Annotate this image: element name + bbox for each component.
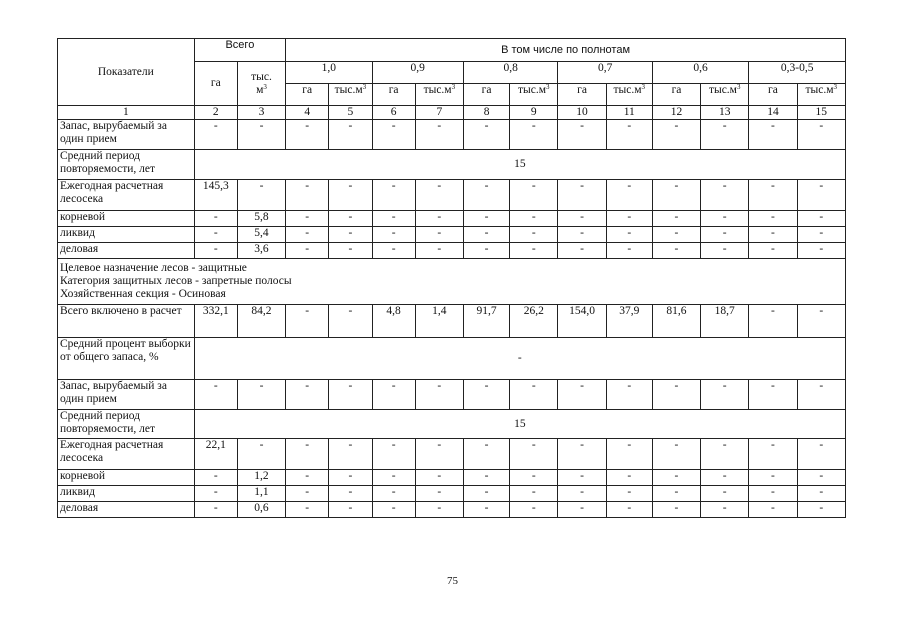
value-cell: - — [558, 180, 606, 211]
value-cell: - — [510, 211, 558, 227]
value-cell: 37,9 — [606, 305, 652, 338]
value-cell: - — [237, 180, 285, 211]
value-cell: - — [701, 180, 749, 211]
row-label: деловая — [58, 502, 195, 518]
value-cell: - — [463, 502, 509, 518]
row-label: деловая — [58, 243, 195, 259]
column-number-cell: 7 — [415, 106, 463, 120]
value-cell: - — [463, 470, 509, 486]
value-cell: - — [797, 439, 845, 470]
merged-value-cell: 15 — [194, 410, 845, 439]
value-cell: - — [606, 211, 652, 227]
value-cell: - — [286, 120, 329, 150]
value-cell: - — [797, 380, 845, 410]
row-label: Средний период повторяемости, лет — [58, 410, 195, 439]
value-cell: - — [194, 502, 237, 518]
value-cell: - — [606, 439, 652, 470]
value-cell: - — [329, 439, 372, 470]
value-cell: - — [510, 470, 558, 486]
value-cell: - — [558, 502, 606, 518]
column-number-cell: 10 — [558, 106, 606, 120]
value-cell: - — [329, 305, 372, 338]
unit-superscript: 3 — [833, 83, 838, 91]
value-cell: - — [652, 486, 700, 502]
value-cell: - — [558, 439, 606, 470]
header-density-2: 0,9 — [372, 62, 463, 84]
value-cell: 4,8 — [372, 305, 415, 338]
value-cell: - — [510, 243, 558, 259]
unit-ha-cell: га — [463, 84, 509, 106]
table-row — [58, 380, 846, 410]
header-density-5: 0,6 — [652, 62, 748, 84]
value-cell: - — [749, 180, 797, 211]
table-row — [58, 410, 846, 439]
value-cell: - — [372, 120, 415, 150]
unit-superscript: 3 — [362, 83, 367, 91]
column-number-cell: 2 — [194, 106, 237, 120]
value-cell: - — [701, 120, 749, 150]
table-row — [58, 470, 846, 486]
value-cell: - — [329, 120, 372, 150]
value-cell: - — [749, 243, 797, 259]
value-cell: - — [749, 486, 797, 502]
value-cell: - — [286, 305, 329, 338]
value-cell: - — [797, 305, 845, 338]
value-cell: - — [372, 211, 415, 227]
value-cell: 154,0 — [558, 305, 606, 338]
row-label: Средний период повторяемости, лет — [58, 150, 195, 180]
value-cell: - — [286, 180, 329, 211]
value-cell: - — [701, 243, 749, 259]
value-cell: - — [797, 120, 845, 150]
value-cell: - — [194, 243, 237, 259]
table-row — [58, 502, 846, 518]
value-cell: - — [372, 180, 415, 211]
value-cell: - — [329, 211, 372, 227]
value-cell: - — [463, 227, 509, 243]
value-cell: - — [510, 380, 558, 410]
value-cell: - — [415, 180, 463, 211]
value-cell: - — [463, 243, 509, 259]
value-cell: - — [237, 380, 285, 410]
value-cell: - — [606, 243, 652, 259]
value-cell: - — [797, 470, 845, 486]
value-cell: - — [372, 470, 415, 486]
header-density-4: 0,7 — [558, 62, 652, 84]
value-cell: - — [652, 439, 700, 470]
row-label: ликвид — [58, 486, 195, 502]
column-number-cell: 13 — [701, 106, 749, 120]
row-label: Ежегодная расчетная лесосека — [58, 439, 195, 470]
value-cell: 18,7 — [701, 305, 749, 338]
value-cell: - — [652, 120, 700, 150]
column-number-cell: 15 — [797, 106, 845, 120]
value-cell: 5,4 — [237, 227, 285, 243]
table-row — [58, 439, 846, 470]
value-cell: - — [797, 243, 845, 259]
value-cell: - — [749, 227, 797, 243]
table-row — [58, 486, 846, 502]
value-cell: - — [652, 227, 700, 243]
unit-thous-m3-cell — [510, 84, 558, 106]
value-cell: 22,1 — [194, 439, 237, 470]
value-cell: - — [329, 243, 372, 259]
value-cell: 84,2 — [237, 305, 285, 338]
value-cell: - — [415, 227, 463, 243]
unit-thous-m-text: тыс.м — [423, 84, 452, 96]
value-cell: - — [286, 439, 329, 470]
value-cell: - — [701, 470, 749, 486]
table-row — [58, 227, 846, 243]
row-label: Запас, вырубаемый за один прием — [58, 120, 195, 150]
value-cell: - — [286, 211, 329, 227]
value-cell: - — [194, 120, 237, 150]
value-cell: - — [372, 502, 415, 518]
value-cell: 1,1 — [237, 486, 285, 502]
value-cell: - — [606, 227, 652, 243]
column-number-cell: 9 — [510, 106, 558, 120]
value-cell: - — [510, 439, 558, 470]
value-cell: - — [701, 227, 749, 243]
value-cell: - — [286, 243, 329, 259]
value-cell: - — [286, 380, 329, 410]
row-label: корневой — [58, 470, 195, 486]
unit-thous-m-text: тыс.м — [613, 84, 642, 96]
value-cell: - — [606, 380, 652, 410]
column-number-cell: 8 — [463, 106, 509, 120]
value-cell: - — [797, 502, 845, 518]
value-cell: 91,7 — [463, 305, 509, 338]
unit-thous-m-text: тыс.м — [518, 84, 547, 96]
value-cell: - — [701, 211, 749, 227]
value-cell: - — [797, 227, 845, 243]
column-number-cell: 1 — [58, 106, 195, 120]
unit-thous-m3-cell — [329, 84, 372, 106]
header-column-numbers-row — [58, 106, 846, 120]
table-row — [58, 150, 846, 180]
value-cell: - — [329, 502, 372, 518]
value-cell: 3,6 — [237, 243, 285, 259]
category-line: Категория защитных лесов - запретные полосы — [60, 275, 292, 287]
value-cell: - — [558, 486, 606, 502]
value-cell: - — [415, 486, 463, 502]
value-cell: - — [194, 211, 237, 227]
value-cell: - — [415, 211, 463, 227]
category-line: Целевое назначение лесов - защитные — [60, 262, 247, 274]
value-cell: - — [749, 380, 797, 410]
row-label: Ежегодная расчетная лесосека — [58, 180, 195, 211]
value-cell: - — [558, 380, 606, 410]
value-cell: - — [372, 439, 415, 470]
header-density-6: 0,3-0,5 — [749, 62, 846, 84]
value-cell: - — [415, 439, 463, 470]
value-cell: - — [463, 439, 509, 470]
value-cell: - — [237, 439, 285, 470]
value-cell: - — [194, 486, 237, 502]
unit-m-text: м — [256, 83, 264, 96]
value-cell: - — [749, 120, 797, 150]
value-cell: 26,2 — [510, 305, 558, 338]
unit-thous-m3-cell — [415, 84, 463, 106]
value-cell: - — [286, 470, 329, 486]
row-label: Всего включено в расчет — [58, 305, 195, 338]
merged-value-cell: 15 — [194, 150, 845, 180]
value-cell: - — [606, 180, 652, 211]
value-cell: - — [510, 486, 558, 502]
table-row — [58, 243, 846, 259]
unit-thous-m3-cell — [701, 84, 749, 106]
header-density-3: 0,8 — [463, 62, 557, 84]
value-cell: - — [606, 502, 652, 518]
value-cell: - — [797, 211, 845, 227]
value-cell: - — [372, 380, 415, 410]
value-cell: - — [797, 486, 845, 502]
unit-superscript: 3 — [641, 83, 645, 91]
value-cell: - — [652, 380, 700, 410]
value-cell: - — [372, 243, 415, 259]
unit-ha-cell: га — [558, 84, 606, 106]
header-total: Всего — [194, 39, 285, 62]
value-cell: - — [558, 243, 606, 259]
value-cell: - — [701, 439, 749, 470]
unit-superscript: 3 — [451, 83, 456, 91]
row-label: Средний процент выборки от общего запаса, % — [58, 338, 195, 380]
column-number-cell: 3 — [237, 106, 285, 120]
value-cell: - — [652, 470, 700, 486]
unit-thous-m3-cell — [797, 84, 845, 106]
header-indicators: Показатели — [58, 39, 195, 106]
value-cell: - — [463, 180, 509, 211]
value-cell: - — [415, 502, 463, 518]
value-cell: - — [463, 380, 509, 410]
value-cell: - — [749, 470, 797, 486]
column-number-cell: 12 — [652, 106, 700, 120]
value-cell: - — [415, 120, 463, 150]
value-cell: - — [286, 502, 329, 518]
table-row — [58, 211, 846, 227]
unit-thous-m-text: тыс.м — [805, 84, 834, 96]
value-cell: - — [510, 180, 558, 211]
header-total-ha: га — [194, 62, 237, 106]
header-total-thous-m3 — [237, 62, 285, 106]
value-cell: - — [194, 380, 237, 410]
unit-superscript: 3 — [263, 82, 267, 91]
value-cell: - — [463, 486, 509, 502]
value-cell: 5,8 — [237, 211, 285, 227]
value-cell: - — [652, 180, 700, 211]
row-label: ликвид — [58, 227, 195, 243]
table-row — [58, 180, 846, 211]
header-density-1: 1,0 — [286, 62, 372, 84]
unit-superscript: 3 — [736, 83, 741, 91]
merged-value-cell: - — [194, 338, 845, 380]
value-cell: - — [749, 439, 797, 470]
row-label: корневой — [58, 211, 195, 227]
value-cell: - — [194, 227, 237, 243]
unit-thous-m-text: тыс.м — [334, 84, 363, 96]
column-number-cell: 11 — [606, 106, 652, 120]
category-row — [58, 259, 846, 305]
forest-cutting-table — [57, 38, 846, 518]
value-cell: - — [558, 211, 606, 227]
column-number-cell: 5 — [329, 106, 372, 120]
value-cell: - — [329, 486, 372, 502]
value-cell: 81,6 — [652, 305, 700, 338]
table-row — [58, 305, 846, 338]
value-cell: - — [415, 380, 463, 410]
value-cell: - — [372, 227, 415, 243]
value-cell: - — [415, 243, 463, 259]
unit-ha-cell: га — [652, 84, 700, 106]
value-cell: - — [701, 486, 749, 502]
unit-ha-cell: га — [286, 84, 329, 106]
value-cell: - — [329, 180, 372, 211]
value-cell: - — [286, 486, 329, 502]
value-cell: - — [606, 470, 652, 486]
value-cell: 332,1 — [194, 305, 237, 338]
value-cell: - — [510, 120, 558, 150]
page-number: 75 — [447, 575, 458, 587]
value-cell: - — [606, 120, 652, 150]
value-cell: - — [652, 243, 700, 259]
category-info-cell — [58, 259, 846, 305]
value-cell: - — [510, 502, 558, 518]
value-cell: - — [749, 305, 797, 338]
column-number-cell: 14 — [749, 106, 797, 120]
column-number-cell: 6 — [372, 106, 415, 120]
table-row — [58, 338, 846, 380]
value-cell: - — [701, 502, 749, 518]
value-cell: - — [329, 470, 372, 486]
value-cell: - — [372, 486, 415, 502]
unit-thous-m3-cell — [606, 84, 652, 106]
value-cell: 0,6 — [237, 502, 285, 518]
unit-superscript: 3 — [546, 83, 550, 91]
row-label: Запас, вырубаемый за один прием — [58, 380, 195, 410]
value-cell: - — [652, 502, 700, 518]
value-cell: - — [194, 470, 237, 486]
value-cell: - — [329, 227, 372, 243]
category-line: Хозяйственная секция - Осиновая — [60, 288, 226, 300]
value-cell: - — [558, 227, 606, 243]
value-cell: - — [558, 470, 606, 486]
value-cell: - — [652, 211, 700, 227]
header-including-by-density: В том числе по полнотам — [286, 39, 846, 62]
unit-thous-text: тыс. — [251, 70, 272, 83]
value-cell: - — [749, 211, 797, 227]
value-cell: - — [606, 486, 652, 502]
value-cell: - — [286, 227, 329, 243]
value-cell: 1,4 — [415, 305, 463, 338]
value-cell: - — [701, 380, 749, 410]
value-cell: - — [329, 380, 372, 410]
value-cell: - — [463, 120, 509, 150]
value-cell: - — [510, 227, 558, 243]
table-row — [58, 120, 846, 150]
unit-ha-cell: га — [749, 84, 797, 106]
value-cell: - — [749, 502, 797, 518]
unit-thous-m-text: тыс.м — [708, 84, 737, 96]
value-cell: 145,3 — [194, 180, 237, 211]
value-cell: - — [237, 120, 285, 150]
value-cell: - — [415, 470, 463, 486]
value-cell: - — [463, 211, 509, 227]
column-number-cell: 4 — [286, 106, 329, 120]
unit-ha-cell: га — [372, 84, 415, 106]
value-cell: - — [558, 120, 606, 150]
value-cell: - — [797, 180, 845, 211]
value-cell: 1,2 — [237, 470, 285, 486]
